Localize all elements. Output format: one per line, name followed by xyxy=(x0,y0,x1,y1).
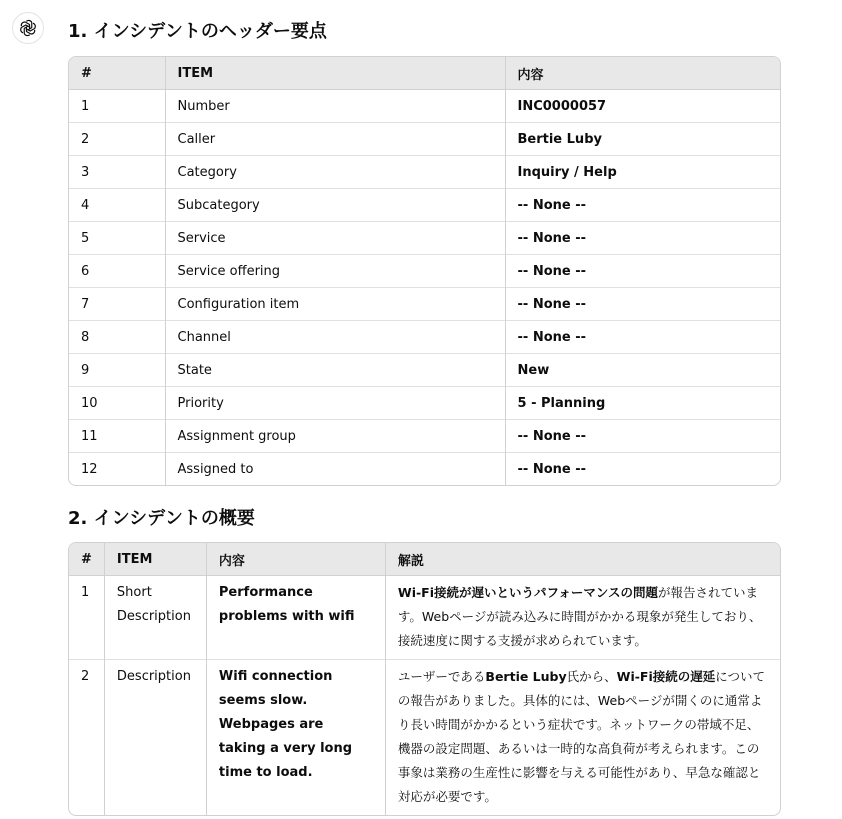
explanation-text: についての報告がありました。具体的には、Webページが開くのに通常より長い時間がかかるという症状です。ネットワークの帯域不足、機器の設定問題、あるいは一時的な高負荷が考えられます。この事象は業務の生産性に影響を与える可能性があり、早急な確認と対応が必要です。 xyxy=(397,669,766,804)
row-value: INC0000057 xyxy=(505,90,780,123)
explanation-text: 氏から、 xyxy=(566,669,617,684)
table-row xyxy=(69,576,780,660)
explanation-emphasis: Bertie Luby xyxy=(485,669,567,684)
row-number: 2 xyxy=(69,660,104,816)
explanation-emphasis: Wi-Fi接続が遅いというパフォーマンスの問題 xyxy=(397,585,658,600)
row-item: Category xyxy=(165,156,505,189)
row-number: 4 xyxy=(69,189,165,222)
table-row xyxy=(69,123,780,156)
row-value: -- None -- xyxy=(505,288,780,321)
col-explanation: 解説 xyxy=(385,543,780,576)
explanation-text: ユーザーである xyxy=(397,669,486,684)
openai-logo-icon xyxy=(18,18,38,38)
row-explanation xyxy=(385,660,780,816)
row-value: -- None -- xyxy=(505,222,780,255)
table-header-row xyxy=(69,57,780,90)
row-item: Short Description xyxy=(104,576,206,660)
row-number: 5 xyxy=(69,222,165,255)
incident-header-table xyxy=(68,56,781,486)
col-number: # xyxy=(69,543,104,576)
row-number: 9 xyxy=(69,354,165,387)
col-content: 内容 xyxy=(206,543,385,576)
row-value: Wifi connection seems slow. Webpages are taking a very long time to load. xyxy=(206,660,385,816)
section1-heading: 1. インシデントのヘッダー要点 xyxy=(68,21,327,42)
table-header-row xyxy=(69,543,780,576)
table-row xyxy=(69,321,780,354)
row-value: -- None -- xyxy=(505,255,780,288)
table-row xyxy=(69,660,780,816)
row-item: Service xyxy=(165,222,505,255)
table-row xyxy=(69,387,780,420)
explanation-emphasis: Wi-Fi接続の遅延 xyxy=(616,669,716,684)
explanation-text: が報告されています。Webページが読み込みに時間がかかる現象が発生しており、接続速度に関する支援が求められています。 xyxy=(397,585,762,648)
row-number: 6 xyxy=(69,255,165,288)
incident-summary-table xyxy=(68,542,781,816)
row-value: -- None -- xyxy=(505,420,780,453)
col-content: 内容 xyxy=(505,57,780,90)
row-value: New xyxy=(505,354,780,387)
table-row xyxy=(69,222,780,255)
row-value: -- None -- xyxy=(505,189,780,222)
row-value: 5 - Planning xyxy=(505,387,780,420)
table-row xyxy=(69,255,780,288)
row-value: -- None -- xyxy=(505,453,780,486)
row-item: Number xyxy=(165,90,505,123)
row-number: 3 xyxy=(69,156,165,189)
row-number: 10 xyxy=(69,387,165,420)
row-value: Bertie Luby xyxy=(505,123,780,156)
row-value: -- None -- xyxy=(505,321,780,354)
table-row xyxy=(69,90,780,123)
row-item: Configuration item xyxy=(165,288,505,321)
table-row xyxy=(69,288,780,321)
col-number: # xyxy=(69,57,165,90)
row-item: Caller xyxy=(165,123,505,156)
row-explanation xyxy=(385,576,780,660)
row-value: Inquiry / Help xyxy=(505,156,780,189)
row-item: Subcategory xyxy=(165,189,505,222)
row-item: Channel xyxy=(165,321,505,354)
col-item: ITEM xyxy=(104,543,206,576)
row-number: 12 xyxy=(69,453,165,486)
row-item: Assigned to xyxy=(165,453,505,486)
row-item: Description xyxy=(104,660,206,816)
section2-heading: 2. インシデントの概要 xyxy=(68,508,255,529)
row-item: Service offering xyxy=(165,255,505,288)
table-row xyxy=(69,453,780,486)
row-item: Assignment group xyxy=(165,420,505,453)
row-number: 1 xyxy=(81,98,90,114)
row-item: State xyxy=(165,354,505,387)
row-number: 11 xyxy=(69,420,165,453)
col-item: ITEM xyxy=(165,57,505,90)
assistant-avatar xyxy=(12,12,44,44)
table-row xyxy=(69,354,780,387)
row-value: Performance problems with wifi xyxy=(206,576,385,660)
row-number: 2 xyxy=(69,123,165,156)
table-row xyxy=(69,420,780,453)
row-number: 1 xyxy=(81,585,90,600)
row-number: 8 xyxy=(69,321,165,354)
table-row xyxy=(69,156,780,189)
row-number: 7 xyxy=(69,288,165,321)
row-item: Priority xyxy=(165,387,505,420)
table-row xyxy=(69,189,780,222)
